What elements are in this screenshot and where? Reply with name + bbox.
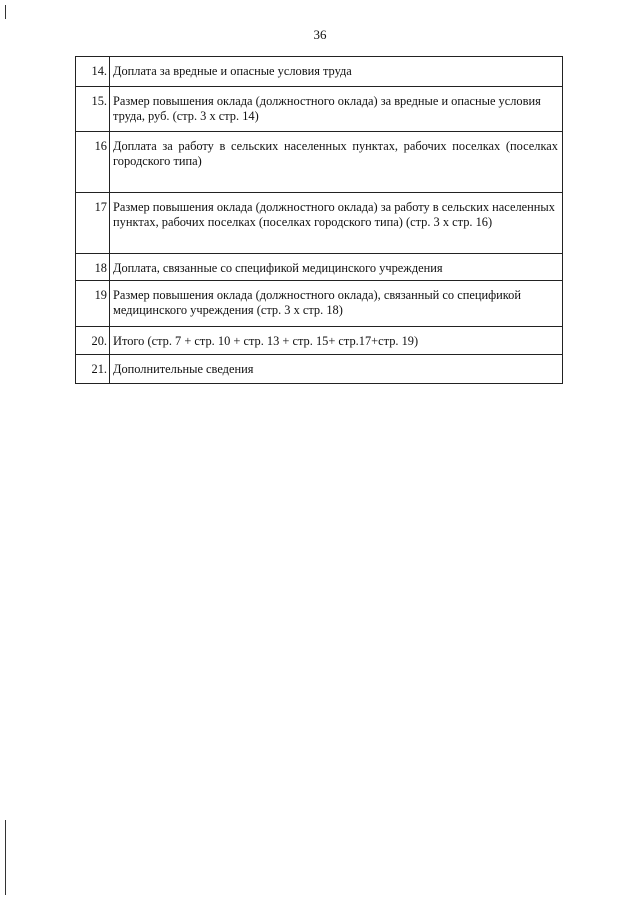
scan-margin-mark-top — [5, 5, 6, 19]
row-number: 18 — [76, 254, 110, 281]
row-description: Дополнительные сведения — [110, 355, 563, 384]
table-row — [76, 193, 563, 254]
row-description: Доплата за вредные и опасные условия труда — [110, 57, 563, 87]
table-row — [76, 327, 563, 355]
row-number: 15. — [76, 87, 110, 132]
table-row — [76, 87, 563, 132]
table-row — [76, 281, 563, 327]
scan-margin-mark-bottom — [5, 820, 6, 895]
row-description: Доплата, связанные со спецификой медицинского учреждения — [110, 254, 563, 281]
row-description: Размер повышения оклада (должностного оклада) за вредные и опасные условия труда, руб. (стр. 3 х стр. 14) — [110, 87, 563, 132]
row-number: 21. — [76, 355, 110, 384]
row-number: 17 — [76, 193, 110, 254]
document-table — [75, 56, 563, 384]
row-description: Размер повышения оклада (должностного оклада) за работу в сельских населенных пунктах, рабочих поселках (поселках городского типа) (стр. 3 х стр. 16) — [110, 193, 563, 254]
table-row — [76, 132, 563, 193]
table-row — [76, 254, 563, 281]
row-number: 19 — [76, 281, 110, 327]
page-number: 36 — [313, 27, 327, 42]
table-row — [76, 57, 563, 87]
row-number: 14. — [76, 57, 110, 87]
row-number: 16 — [76, 132, 110, 193]
table-row — [76, 355, 563, 384]
row-description: Итого (стр. 7 + стр. 10 + стр. 13 + стр. 15+ стр.17+стр. 19) — [110, 327, 563, 355]
row-description: Размер повышения оклада (должностного оклада), связанный со спецификой медицинского учреждения (стр. 3 х стр. 18) — [110, 281, 563, 327]
row-number: 20. — [76, 327, 110, 355]
row-description: Доплата за работу в сельских населенных пунктах, рабочих поселках (поселках городского типа) — [110, 132, 563, 193]
